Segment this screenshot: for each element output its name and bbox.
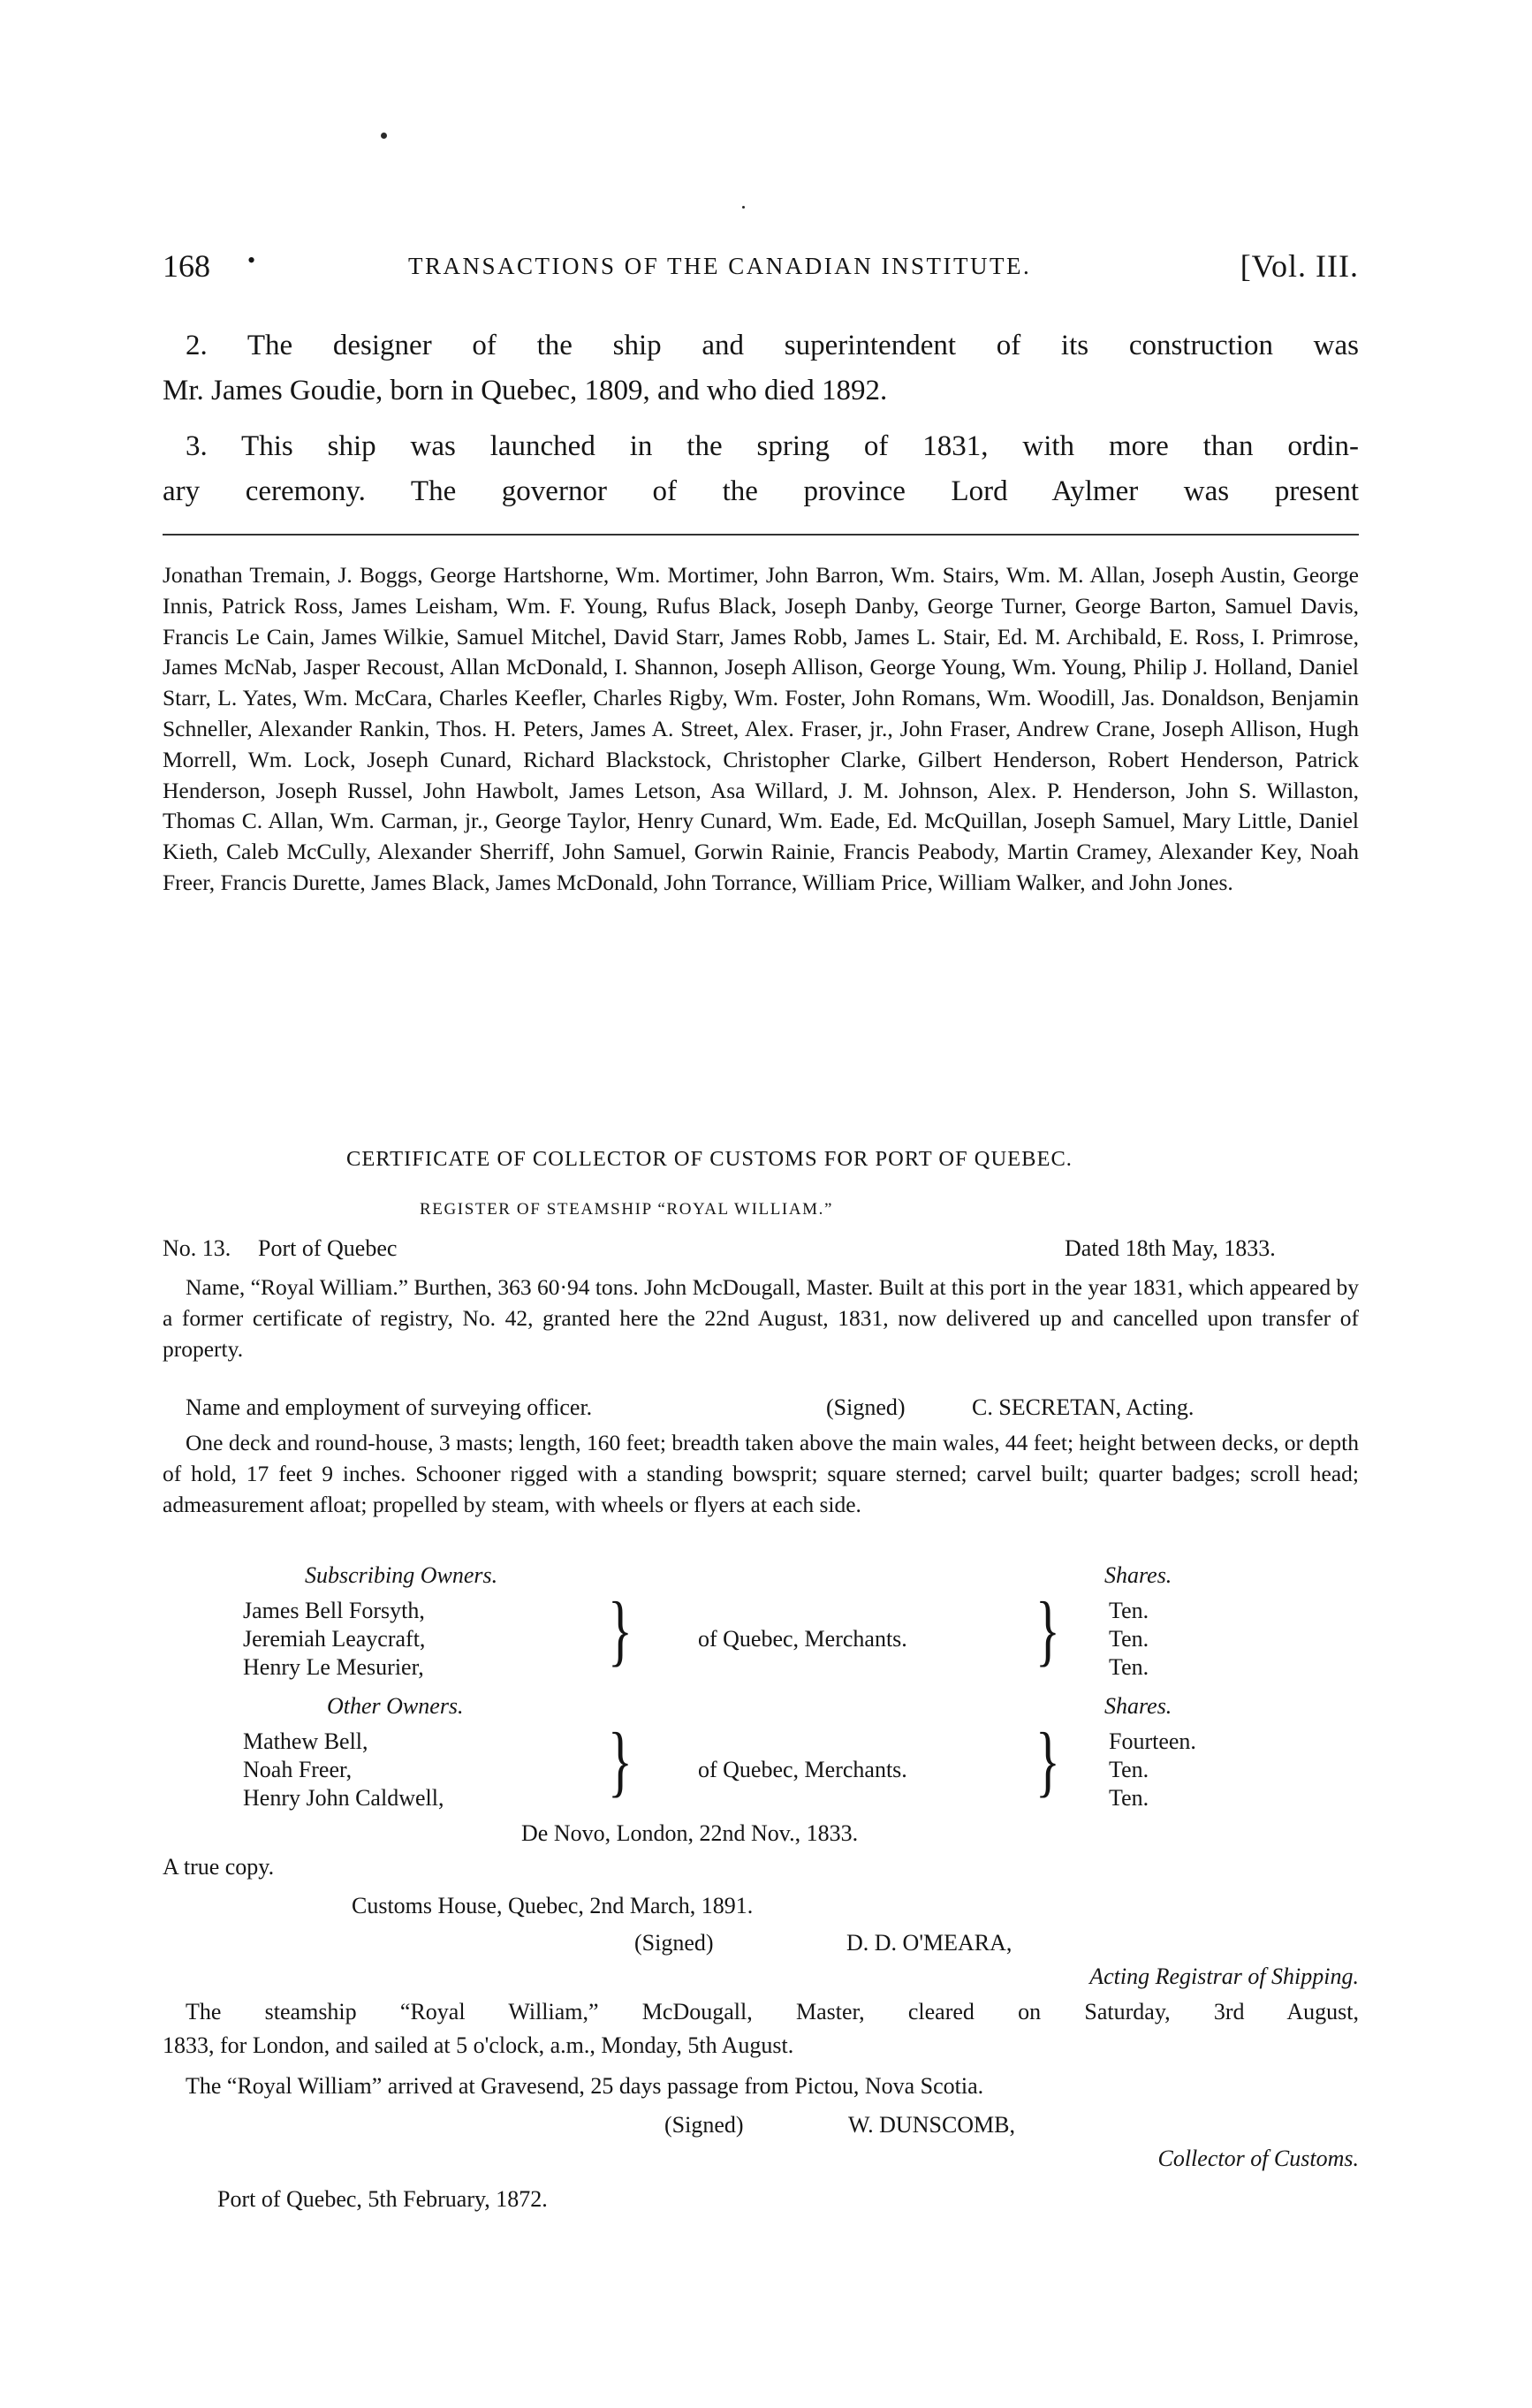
footnote-names: Jonathan Tremain, J. Boggs, George Hartshorne, Wm. Mortimer, John Barron, Wm. Stairs, Wm. M. Allan, Joseph Austin, George Innis, Patrick Ross, James Leisham, Wm. F. Young, Rufus Black, Joseph Danby, George Turner, George Barton, Samuel Davis, Francis Le Cain, James Wilkie, Samuel Mitchel, David Starr, James Robb, James L. Stair, Ed. M. Archibald, E. Ross, I. Primrose, James McNab, Jasper Recoust, Allan McDonald, I. Shannon, Joseph Allison, George Young, Wm. Young, Philip J. Holland, Daniel Starr, L. Yates, Wm. McCara, Charles Keefler, Charles Rigby, Wm. Foster, John Romans, Wm. Woodill, Jas. Donaldson, Benjamin Schneller, Alexander Rankin, Thos. H. Peters, James A. Street, Alex. Fraser, jr., John Fraser, Andrew Crane, Joseph Allison, Hugh Morrell, Wm. Lock, Joseph Cunard, Richard Blackstock, Christopher Clarke, Gilbert Henderson, Robert Henderson, Patrick Henderson, Joseph Russel, John Hawbolt, James Letson, Asa Willard, J. M. Johnson, Alex. P. Henderson, John S. Willaston, Thomas C. Allan, Wm. Carman, jr., George Taylor, Henry Cunard, Wm. Eade, Ed. McQuillan, Joseph Samuel, Mary Little, Daniel Kieth, Caleb McCully, Alexander Sherriff, John Samuel, Gorwin Rainie, Francis Peabody, Martin Cramey, Alexander Key, Noah Freer, Francis Durette, James Black, James McDonald, John Torrance, William Price, William Walker, and John Jones. <box>163 562 1359 895</box>
running-title: TRANSACTIONS OF THE CANADIAN INSTITUTE. <box>408 253 1032 279</box>
paragraph-2 <box>163 323 1359 414</box>
vessel-description: One deck and round-house, 3 masts; length, 160 feet; breadth taken above the main wales, 44 feet; height between decks, or depth of hold, 17 feet 9 inches. Schooner rigged with a standing bowsprit; square sterned; carvel built; quarter badges; scroll head; admeasurement afloat; propelled by steam, with wheels or flyers at each side. <box>163 1430 1359 1517</box>
paragraph-2-line-1: 2. The designer of the ship and superintendent of its construction was <box>186 330 1359 361</box>
register-number: No. 13. <box>163 1235 231 1261</box>
paragraph-2-line-2: Mr. James Goudie, born in Quebec, 1809, and who died 1892. <box>163 375 888 406</box>
header-bullet: • <box>247 247 256 273</box>
shares-heading: Shares. <box>1104 1562 1172 1588</box>
clearance-line-2: 1833, for London, and sailed at 5 o'clock, a.m., Monday, 5th August. <box>163 2032 794 2058</box>
register-port: Port of Quebec <box>258 1235 398 1261</box>
de-novo-line: De Novo, London, 22nd Nov., 1833. <box>521 1820 859 1846</box>
owner-shares: Ten. <box>1109 1654 1149 1680</box>
right-brace-icon: } <box>1035 1584 1060 1675</box>
registrar-title: Acting Registrar of Shipping. <box>1089 1964 1359 1989</box>
owner-shares: Ten. <box>1109 1626 1149 1652</box>
owner-shares: Ten. <box>1109 1598 1149 1623</box>
registrar-name: D. D. O'MEARA, <box>846 1930 1012 1956</box>
owner-name: Noah Freer, <box>243 1757 353 1782</box>
register-name-paragraph: Name, “Royal William.” Burthen, 363 60·94 tons. John McDougall, Master. Built at this port in the year 1831, which appeared by a former certificate of registry, No. 42, granted here the 22nd August, 1831, now delivered up and cancelled upon transfer of property. <box>163 1274 1359 1362</box>
footnote-rule <box>163 534 1359 536</box>
clearance-line-1: The steamship “Royal William,” McDougall, Master, cleared on Saturday, 3rd August, <box>186 1999 1359 2024</box>
surveyor-signed: (Signed) <box>826 1394 906 1420</box>
owner-name: Henry John Caldwell, <box>243 1785 444 1811</box>
owner-shares: Ten. <box>1109 1757 1149 1782</box>
arrival-line: The “Royal William” arrived at Gravesend, 25 days passage from Pictou, Nova Scotia. <box>186 2073 984 2099</box>
running-header <box>163 247 1359 290</box>
certificate-subheading: REGISTER OF STEAMSHIP “ROYAL WILLIAM.” <box>420 1200 834 1219</box>
customs-house-date: Customs House, Quebec, 2nd March, 1891. <box>352 1893 754 1918</box>
certificate-heading: CERTIFICATE OF COLLECTOR OF CUSTOMS FOR PORT OF QUEBEC. <box>346 1147 1073 1171</box>
collector-title: Collector of Customs. <box>1157 2146 1359 2171</box>
true-copy: A true copy. <box>163 1854 275 1880</box>
surveyor-name: C. SECRETAN, Acting. <box>972 1394 1195 1420</box>
owners-location: of Quebec, Merchants. <box>698 1626 907 1652</box>
paragraph-3 <box>163 424 1359 514</box>
left-brace-icon: } <box>608 1715 633 1805</box>
owners-location: of Quebec, Merchants. <box>698 1757 907 1782</box>
owner-name: Jeremiah Leaycraft, <box>243 1626 426 1652</box>
collector-signed: (Signed) <box>664 2112 744 2138</box>
subscribing-owners-heading: Subscribing Owners. <box>305 1562 498 1588</box>
speck-mark <box>381 133 387 139</box>
owner-name: James Bell Forsyth, <box>243 1598 425 1623</box>
register-date: Dated 18th May, 1833. <box>1065 1235 1276 1261</box>
owner-shares: Fourteen. <box>1109 1728 1196 1754</box>
owner-name: Mathew Bell, <box>243 1728 368 1754</box>
attestation-signed: (Signed) <box>634 1930 714 1956</box>
volume-label: [Vol. III. <box>1240 248 1359 284</box>
left-brace-icon: } <box>608 1584 633 1675</box>
owner-name: Henry Le Mesurier, <box>243 1654 424 1680</box>
other-owners-heading: Other Owners. <box>327 1693 464 1719</box>
paragraph-3-line-2: ary ceremony. The governor of the province Lord Aylmer was present <box>163 475 1359 507</box>
collector-name: W. DUNSCOMB, <box>848 2112 1016 2138</box>
page-number: 168 <box>163 248 210 284</box>
port-date: Port of Quebec, 5th February, 1872. <box>217 2186 548 2212</box>
shares-heading: Shares. <box>1104 1693 1172 1719</box>
paragraph-3-line-1: 3. This ship was launched in the spring of 1831, with more than ordin- <box>186 430 1359 462</box>
owner-shares: Ten. <box>1109 1785 1149 1811</box>
right-brace-icon: } <box>1035 1715 1060 1805</box>
surveyor-label: Name and employment of surveying officer. <box>186 1394 593 1420</box>
speck-mark <box>742 206 745 209</box>
